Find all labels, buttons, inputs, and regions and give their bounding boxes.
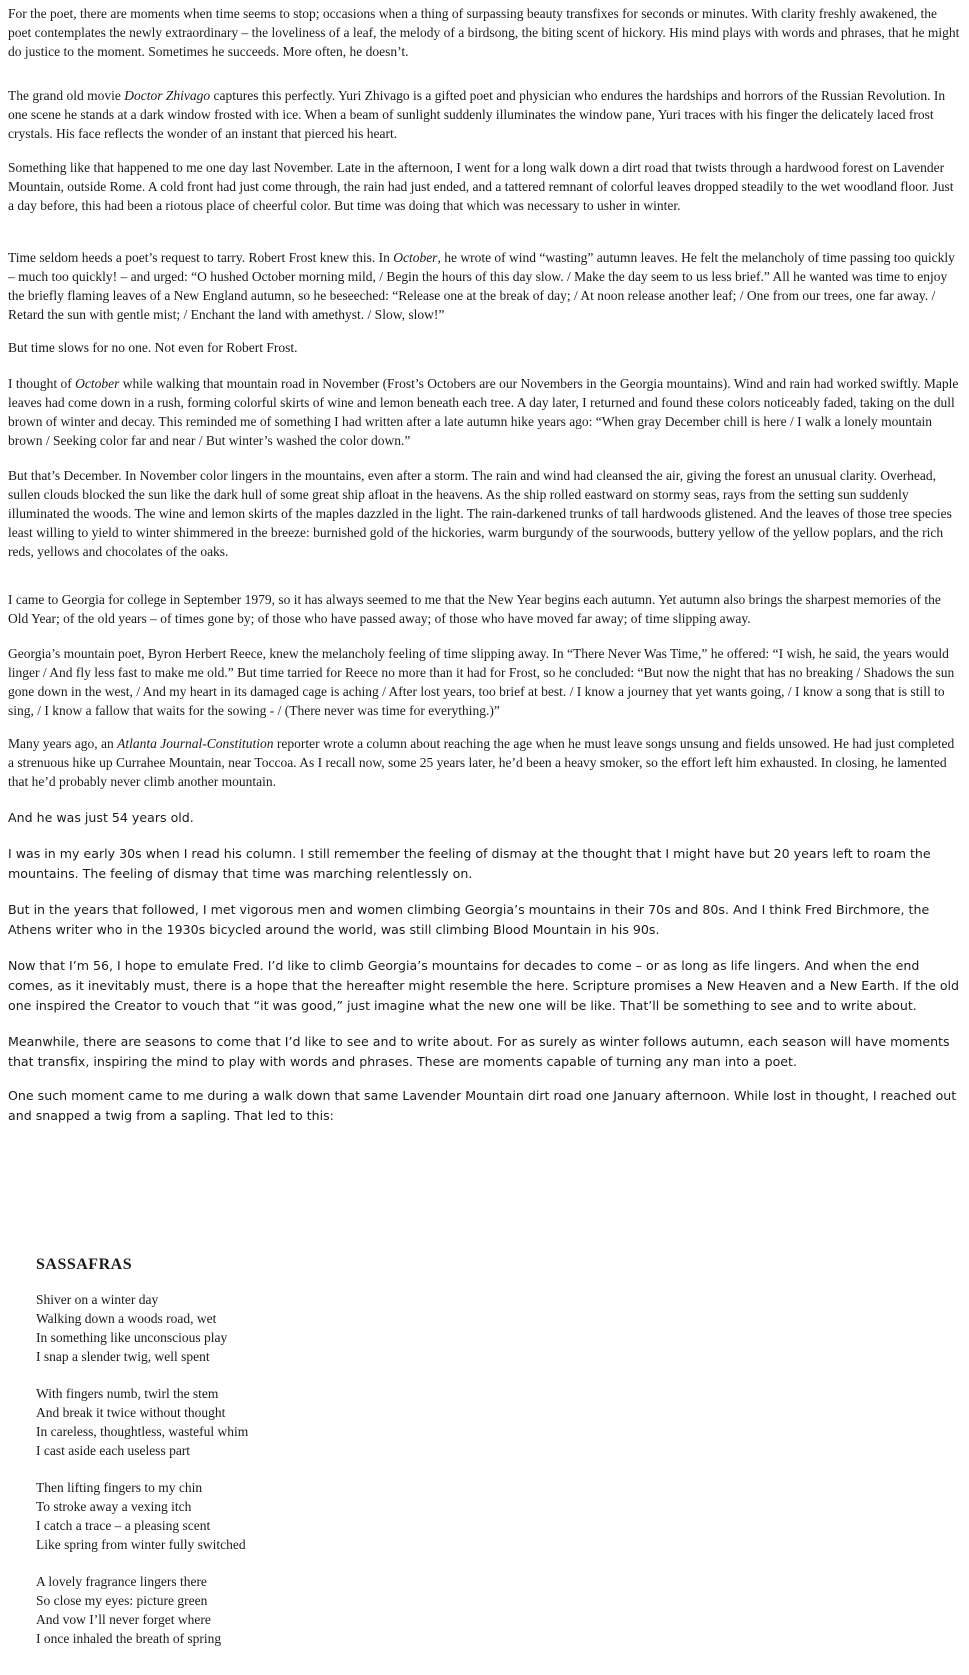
poem-line: A lovely fragrance lingers there <box>36 1574 207 1589</box>
poem-line: I once inhaled the breath of spring <box>36 1631 222 1646</box>
paragraph-2 <box>8 86 960 143</box>
text-run: Time seldom heeds a poet’s request to tarry. Robert Frost knew this. In <box>8 250 394 265</box>
text-run: captures this perfectly. Yuri Zhivago is a gifted poet and physician who endures the hardships and horrors of the Russian Revolution. In one scene he stands at a dark window frosted with ice. When a beam of sunlight suddenly illuminates the window pane, Yuri traces with his finger the delicately laced frost crystals. His face reflects the wonder of an instant that pierced his heart. <box>8 88 946 141</box>
poem-line: So close my eyes: picture green <box>36 1593 208 1608</box>
poem-title-reference: October <box>75 376 120 391</box>
paragraph-14: Now that I’m 56, I hope to emulate Fred. I’d like to climb Georgia’s mountains for decades to come – or as long as life lingers. And when the end comes, as it inevitably must, there is a hope that the hereafter might resemble the here. Scripture promises a New Heaven and a New Earth. If the old one inspired the Creator to vouch that “it was good,” just imagine what the new one will be like. That’ll be something to see and to write about. <box>8 958 960 1013</box>
poem-line: Like spring from winter fully switched <box>36 1537 246 1552</box>
paragraph-3: Something like that happened to me one day last November. Late in the afternoon, I went for a long walk down a dirt road that twists through a hardwood forest on Lavender Mountain, outside Rome. A cold front had just come through, the rain had just ended, and a tattered remnant of colorful leaves dropped steadily to the wet woodland floor. Just a day before, this had been a riotous place of cheerful color. But time was doing that which was necessary to usher in winter. <box>8 160 954 213</box>
poem-stanza <box>36 1572 221 1648</box>
poem-line: Walking down a woods road, wet <box>36 1311 217 1326</box>
poem-line: In something like unconscious play <box>36 1330 228 1345</box>
poem-stanza <box>36 1290 227 1366</box>
poem-line: And vow I’ll never forget where <box>36 1612 211 1627</box>
poem-line: And break it twice without thought <box>36 1405 226 1420</box>
paragraph-13: But in the years that followed, I met vigorous men and women climbing Georgia’s mountains in their 70s and 80s. And I think Fred Birchmore, the Athens writer who in the 1930s bicycled around the world, was still climbing Blood Mountain in his 90s. <box>8 902 930 937</box>
poem-line: Then lifting fingers to my chin <box>36 1480 203 1495</box>
paragraph-16: One such moment came to me during a walk down that same Lavender Mountain dirt road one January afternoon. While lost in thought, I reached out and snapped a twig from a sapling. That led to this: <box>8 1088 957 1123</box>
paragraph-1: For the poet, there are moments when time seems to stop; occasions when a thing of surpassing beauty transfixes for seconds or minutes. With clarity freshly awakened, the poet contemplates the newly extraordinary – the loveliness of a leaf, the melody of a birdsong, the biting scent of hickory. His mind plays with words and phrases, that he might do justice to the moment. Sometimes he succeeds. More often, he doesn’t. <box>8 6 960 59</box>
paragraph-7: But that’s December. In November color lingers in the mountains, even after a storm. The rain and wind had cleansed the air, giving the forest an unusual clarity. Overhead, sullen clouds blocked the sun like the dark hull of some great ship afloat in the heavens. As the ship rolled eastward on stormy seas, rays from the setting sun suddenly illuminated the woods. The wine and lemon skirts of the maples dazzled in the light. The rain-darkened trunks of tall hardwoods glistened. And the leaves of those tree species least willing to yield to winter shimmered in the breeze: burnished gold of the hickories, warm burgundy of the sourwoods, buttery yellow of the yellow poplars, and the rich reds, yellows and chocolates of the oaks. <box>8 468 952 559</box>
poem-line: With fingers numb, twirl the stem <box>36 1386 219 1401</box>
paragraph-6 <box>8 374 960 450</box>
text-run: reporter wrote a column about reaching the age when he must leave songs unsung and fields unsowed. He had just completed a strenuous hike up Currahee Mountain, near Toccoa. As I recall now, some 25 years later, he’d been a heavy smoker, so the effort left him exhausted. In closing, he lamented that he’d probably never climb another mountain. <box>8 736 955 789</box>
poem-line: I cast aside each useless part <box>36 1443 191 1458</box>
text-run: Many years ago, an <box>8 736 118 751</box>
paragraph-15: Meanwhile, there are seasons to come that I’d like to see and to write about. For as surely as winter follows autumn, each season will have moments that transfix, inspiring the mind to play with words and phrases. These are moments capable of turning any man into a poet. <box>8 1034 950 1069</box>
poem-line: I catch a trace – a pleasing scent <box>36 1518 211 1533</box>
poem-line: Shiver on a winter day <box>36 1292 159 1307</box>
text-run: The grand old movie <box>8 88 125 103</box>
paragraph-4 <box>8 248 960 324</box>
paragraph-12: I was in my early 30s when I read his column. I still remember the feeling of dismay at the thought that I might have but 20 years left to roam the mountains. The feeling of dismay that time was marching relentlessly on. <box>8 846 931 881</box>
text-run: , he wrote of wind “wasting” autumn leaves. He felt the melancholy of time passing too quickly – much too quickly! – and urged: “O hushed October morning mild, / Begin the hours of this day slow. / Make the day seem to us less brief.” All he wanted was time to enjoy the briefly flaming leaves of a New England autumn, so he beseeched: “Release one at the break of day; / At noon release another leaf; / One from our trees, one far away. / Retard the sun with gentle mist; / Enchant the land with amethyst. / Slow, slow!” <box>8 250 955 322</box>
poem-line: To stroke away a vexing itch <box>36 1499 192 1514</box>
paragraph-9: Georgia’s mountain poet, Byron Herbert Reece, knew the melancholy feeling of time slipping away. In “There Never Was Time,” he offered: “I wish, he said, the years would linger / And fly less fast to make me old.” But time tarried for Reece no more than it had for Frost, so he concluded: “But now the night that has no breaking / Shadows the sun gone down in the west, / And my heart in its damaged cage is aching / After lost years, too brief at best. / I know a journey that yet wants going, / I know a song that is still to sing, / I know a fallow that waits for the sowing - / (There never was time for everything.)” <box>8 646 955 718</box>
film-title: Doctor Zhivago <box>124 88 211 103</box>
newspaper-title: Atlanta Journal-Constitution <box>117 736 274 751</box>
paragraph-11: And he was just 54 years old. <box>8 810 194 825</box>
paragraph-8: I came to Georgia for college in September 1979, so it has always seemed to me that the New Year begins each autumn. Yet autumn also brings the sharpest memories of the Old Year; of the old years – of times gone by; of those who have passed away; of those who have moved far away; of time slipping away. <box>8 592 941 626</box>
paragraph-10 <box>8 734 960 791</box>
poem-line: I snap a slender twig, well spent <box>36 1349 210 1364</box>
text-run: I thought of <box>8 376 76 391</box>
poem-stanza <box>36 1478 246 1554</box>
poem-line: In careless, thoughtless, wasteful whim <box>36 1424 249 1439</box>
text-run: while walking that mountain road in November (Frost’s Octobers are our Novembers in the Georgia mountains). Wind and rain had worked swiftly. Maple leaves had come down in a rush, forming colorful skirts of wine and lemon beneath each tree. A day later, I returned and found these colors noticeably faded, taking on the dull brown of winter and decay. This reminded me of something I had written after a late autumn hike years ago: “When gray December chill is here / I walk a lonely mountain brown / Seeking color far and near / But winter’s washed the color down.” <box>8 376 959 448</box>
poem-stanza <box>36 1384 248 1460</box>
paragraph-5: But time slows for no one. Not even for Robert Frost. <box>8 340 298 355</box>
poem-title: SASSAFRAS <box>36 1256 133 1273</box>
poem-title-reference: October <box>393 250 438 265</box>
